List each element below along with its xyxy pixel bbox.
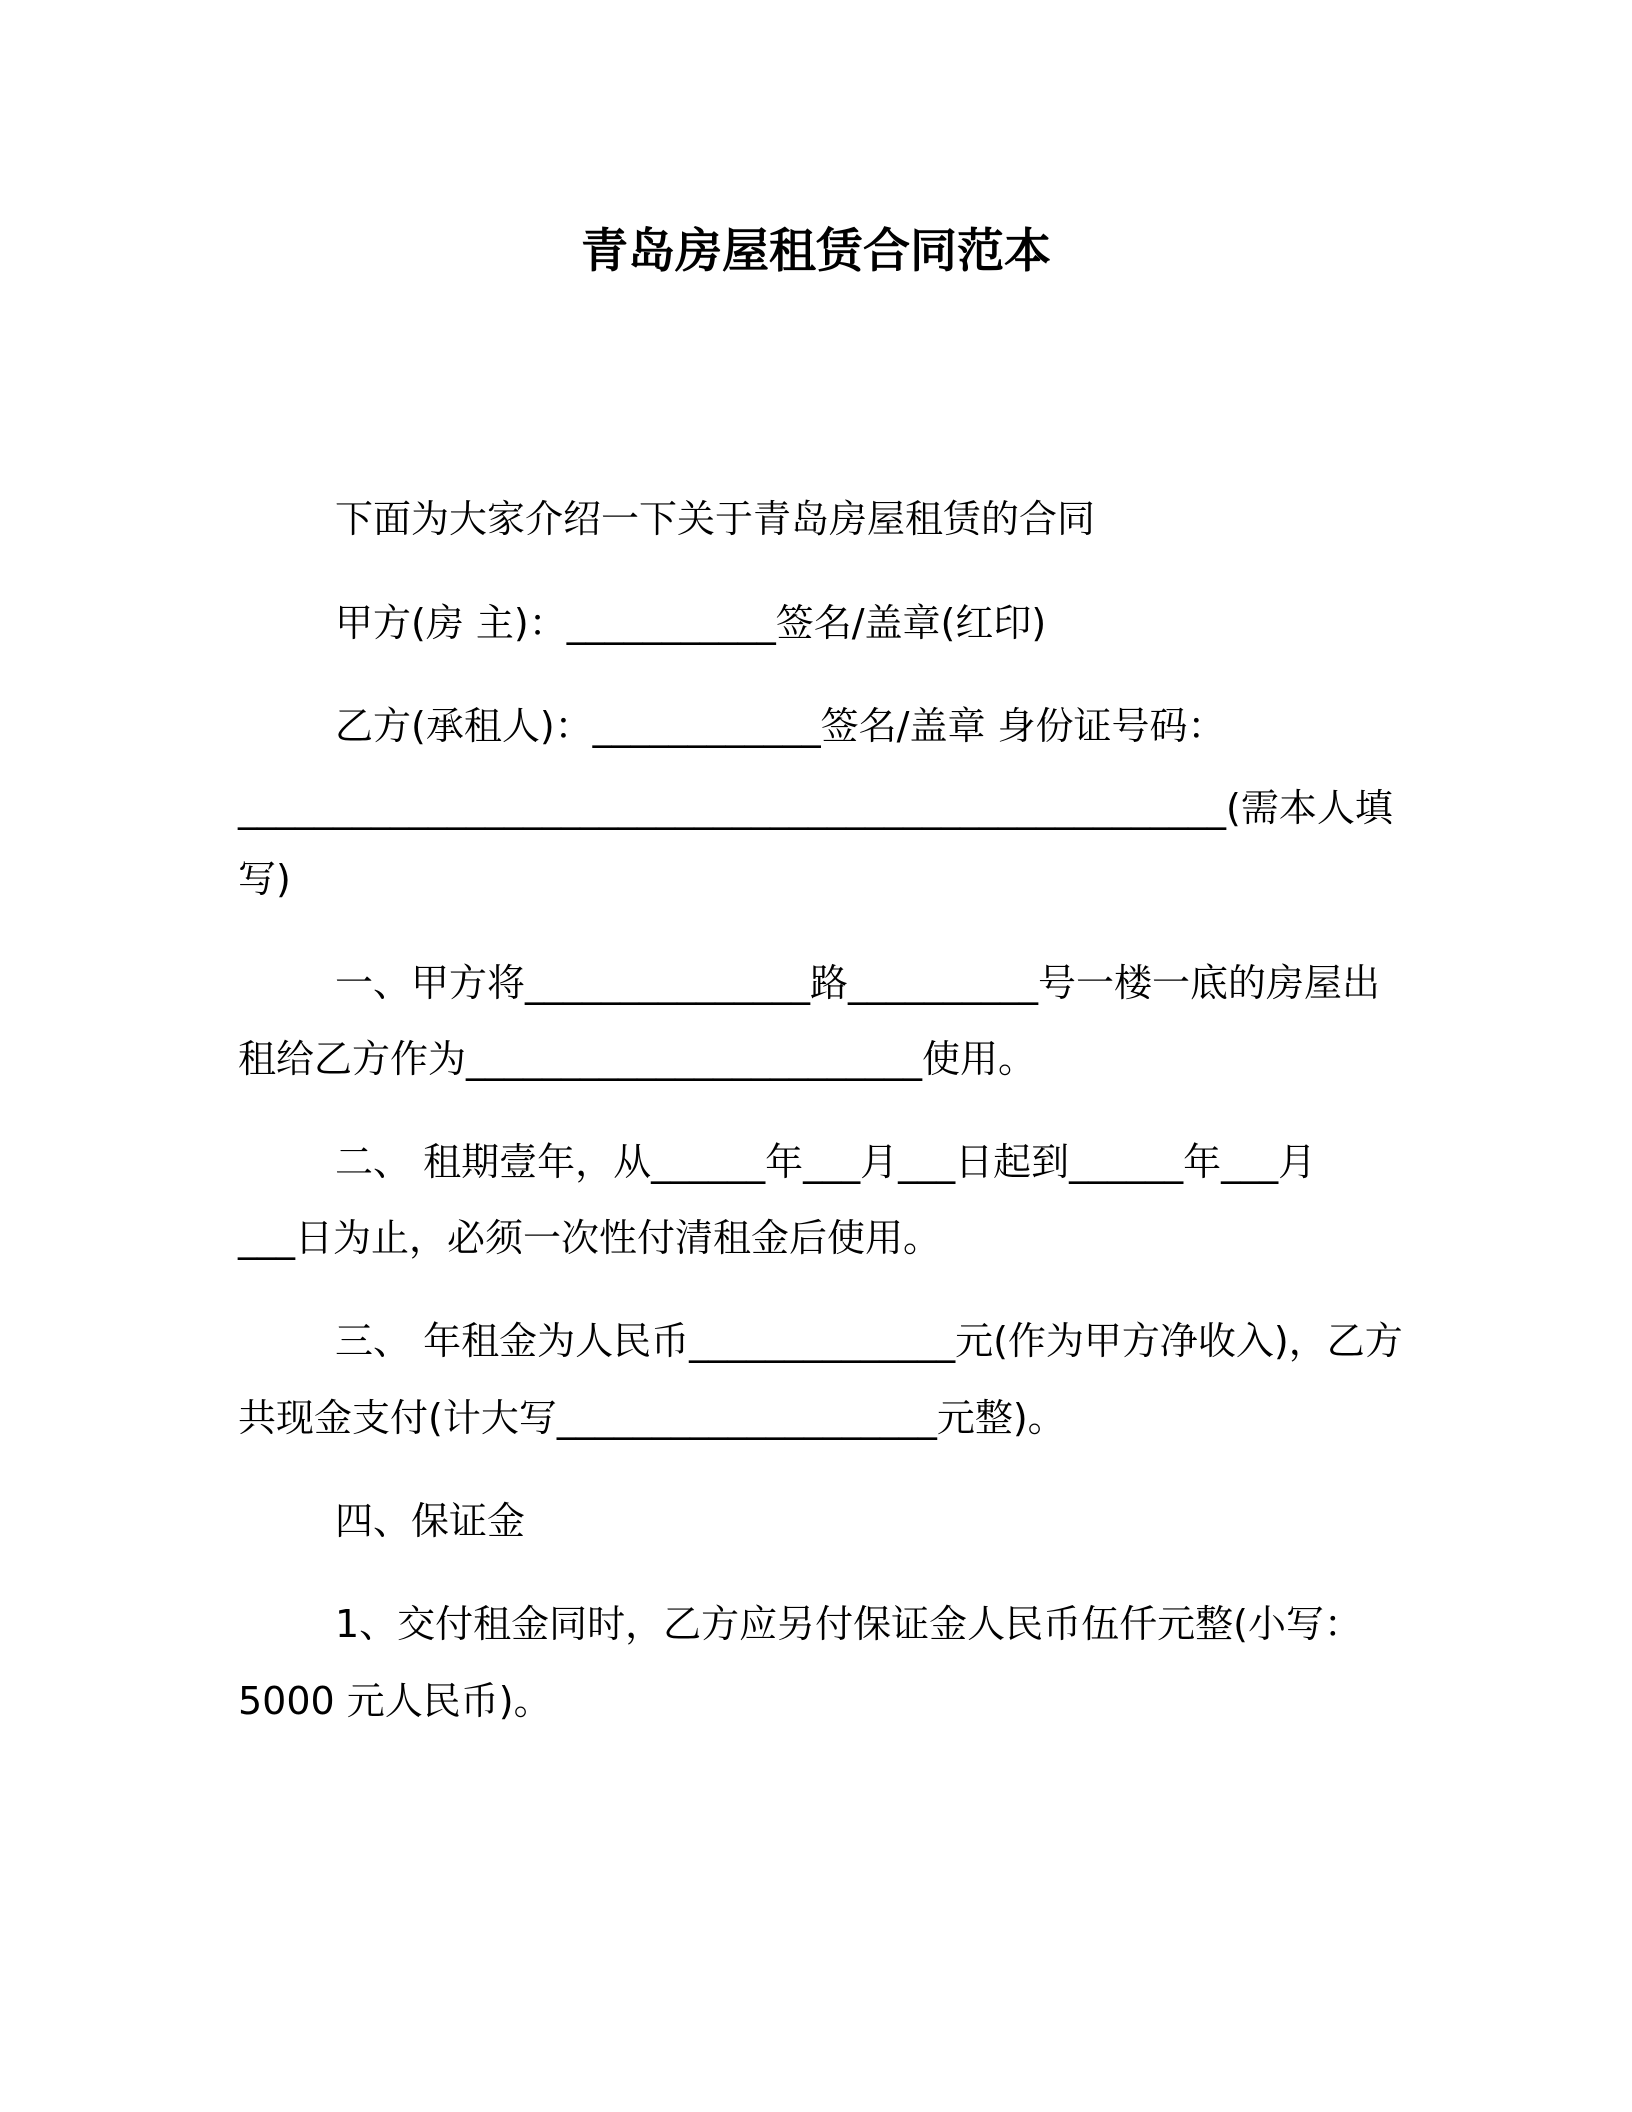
- intro-line: 下面为大家介绍一下关于青岛房屋租赁的合同: [335, 497, 1096, 541]
- clause-3-line-2: 共现金支付(计大写____________________元整)。: [238, 1396, 1066, 1440]
- clause-1-line-1: 一、甲方将_______________路__________号一楼一底的房屋出: [335, 961, 1381, 1005]
- id-number-line: ____________________________________________________(需本人填: [238, 786, 1393, 830]
- clause-2-line-1: 二、 租期壹年，从______年___月___日起到______年___月: [335, 1140, 1317, 1184]
- id-number-line-cont: 写): [238, 857, 291, 901]
- clause-3-line-1: 三、 年租金为人民币______________元(作为甲方净收入)，乙方: [335, 1319, 1403, 1363]
- deposit-line-2: 5000 元人民币)。: [238, 1679, 552, 1723]
- clause-1-line-2: 租给乙方作为________________________使用。: [238, 1037, 1037, 1081]
- clause-4-heading: 四、保证金: [335, 1499, 526, 1543]
- party-b-line: 乙方(承租人)：____________签名/盖章 身份证号码：: [335, 704, 1226, 748]
- clause-2-line-2: ___日为止，必须一次性付清租金后使用。: [238, 1216, 942, 1260]
- document-title: 青岛房屋租赁合同范本: [581, 224, 1051, 279]
- party-a-line: 甲方(房 主)：___________签名/盖章(红印): [335, 601, 1047, 645]
- deposit-line-1: 1、交付租金同时，乙方应另付保证金人民币伍仟元整(小写：: [335, 1602, 1363, 1646]
